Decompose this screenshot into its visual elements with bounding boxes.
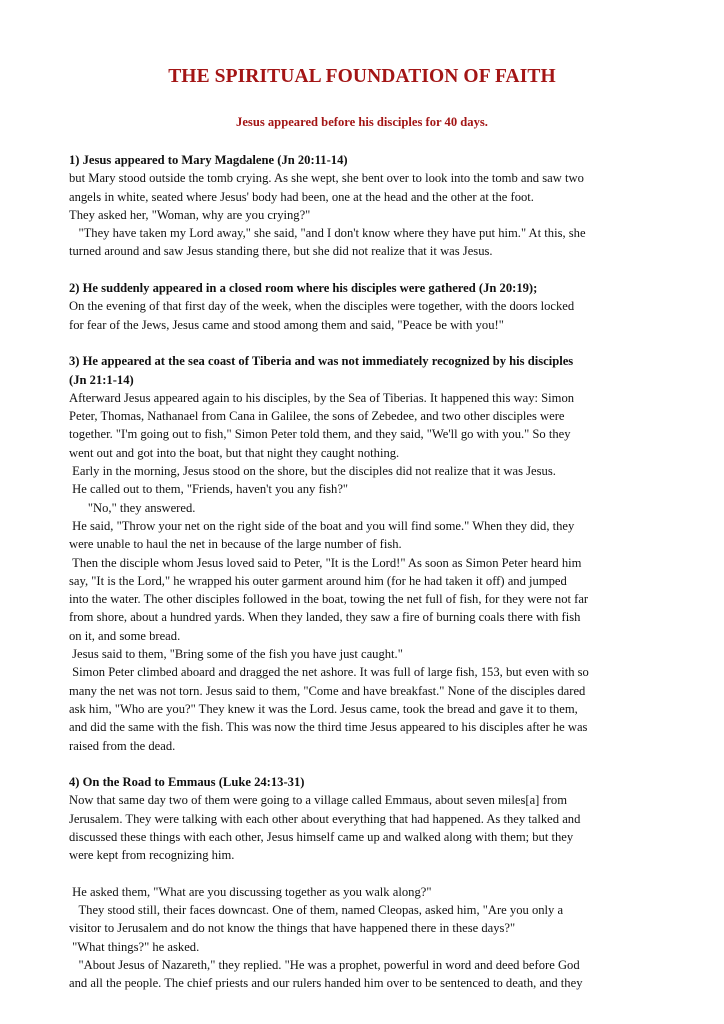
text-line: Jerusalem. They were talking with each other about everything that had happened. As they talked and: [69, 811, 581, 826]
text-line: On the evening of that first day of the week, when the disciples were together, with the doors locked: [69, 299, 575, 314]
section-heading: (Jn 21:1-14): [69, 372, 134, 387]
text-line: "They have taken my Lord away," she said, "and I don't know where they have put him." At this, she: [69, 226, 586, 241]
text-line: They asked her, "Woman, why are you crying?": [69, 207, 311, 222]
text-line: Now that same day two of them were going to a village called Emmaus, about seven miles[a] from: [69, 793, 568, 808]
text-line: Early in the morning, Jesus stood on the shore, but the disciples did not realize that it was Jesus.: [69, 464, 556, 479]
text-line: visitor to Jerusalem and do not know the things that have happened there in these days?": [69, 921, 516, 936]
document-body: [69, 151, 669, 1011]
text-line: and did the same with the fish. This was now the third time Jesus appeared to his disciples after he was: [69, 720, 588, 735]
text-line: and all the people. The chief priests and our rulers handed him over to be sentenced to death, and they: [69, 976, 583, 991]
text-line: many the net was not torn. Jesus said to them, "Come and have breakfast." None of the disciples dared: [69, 683, 586, 698]
text-line: but Mary stood outside the tomb crying. As she wept, she bent over to look into the tomb and saw two: [69, 171, 584, 186]
paragraph-gap: [69, 865, 669, 883]
section-4: [69, 773, 669, 993]
text-line: discussed these things with each other, Jesus himself came up and walked along with them; but they: [69, 829, 574, 844]
section-1: [69, 151, 669, 261]
text-line: They stood still, their faces downcast. One of them, named Cleopas, asked him, "Are you only a: [69, 903, 564, 918]
text-line: raised from the dead.: [69, 738, 176, 753]
text-line: "About Jesus of Nazareth," they replied. "He was a prophet, powerful in word and deed before God: [69, 958, 580, 973]
text-line: into the water. The other disciples followed in the boat, towing the net full of fish, for they were not far: [69, 592, 589, 607]
section-heading: 2) He suddenly appeared in a closed room where his disciples were gathered (Jn 20:19);: [69, 281, 538, 296]
page-subtitle: Jesus appeared before his disciples for 40 days.: [236, 115, 488, 129]
text-line: Afterward Jesus appeared again to his disciples, by the Sea of Tiberias. It happened this way: Simon: [69, 390, 575, 405]
text-line: He called out to them, "Friends, haven't you any fish?": [69, 482, 349, 497]
text-line: from shore, about a hundred yards. When they landed, they saw a fire of burning coals there with fish: [69, 610, 581, 625]
section-heading: 4) On the Road to Emmaus (Luke 24:13-31): [69, 775, 305, 790]
text-line: for fear of the Jews, Jesus came and stood among them and said, "Peace be with you!": [69, 317, 504, 332]
text-line: "What things?" he asked.: [69, 939, 200, 954]
text-line: on it, and some bread.: [69, 628, 181, 643]
text-line: turned around and saw Jesus standing there, but she did not realize that it was Jesus.: [69, 244, 493, 259]
section-3: [69, 352, 669, 755]
text-line: angels in white, seated where Jesus' body had been, one at the head and the other at the foot.: [69, 189, 534, 204]
section-2: [69, 279, 669, 334]
text-line: say, "It is the Lord," he wrapped his outer garment around him (for he had taken it off) and jumped: [69, 573, 567, 588]
text-line: were kept from recognizing him.: [69, 848, 235, 863]
text-line: Simon Peter climbed aboard and dragged the net ashore. It was full of large fish, 153, but even with so: [69, 665, 589, 680]
text-line: were unable to haul the net in because of the large number of fish.: [69, 537, 402, 552]
text-line: He said, "Throw your net on the right side of the boat and you will find some." When they did, they: [69, 518, 575, 533]
text-line: Then the disciple whom Jesus loved said to Peter, "It is the Lord!" As soon as Simon Peter heard him: [69, 555, 582, 570]
text-line: Peter, Thomas, Nathanael from Cana in Galilee, the sons of Zebedee, and two other disciples were: [69, 409, 565, 424]
section-heading: 3) He appeared at the sea coast of Tiberia and was not immediately recognized by his disciples: [69, 354, 574, 369]
text-line: together. "I'm going out to fish," Simon Peter told them, and they said, "We'll go with you." So they: [69, 427, 571, 442]
text-line: He asked them, "What are you discussing together as you walk along?": [69, 884, 432, 899]
text-line: Jesus said to them, "Bring some of the fish you have just caught.": [69, 647, 403, 662]
text-line: "No," they answered.: [69, 500, 196, 515]
section-heading: 1) Jesus appeared to Mary Magdalene (Jn 20:11-14): [69, 153, 348, 167]
page-title: THE SPIRITUAL FOUNDATION OF FAITH: [168, 66, 556, 87]
text-line: went out and got into the boat, but that night they caught nothing.: [69, 445, 400, 460]
text-line: ask him, "Who are you?" They knew it was the Lord. Jesus came, took the bread and gave it to them,: [69, 701, 578, 716]
